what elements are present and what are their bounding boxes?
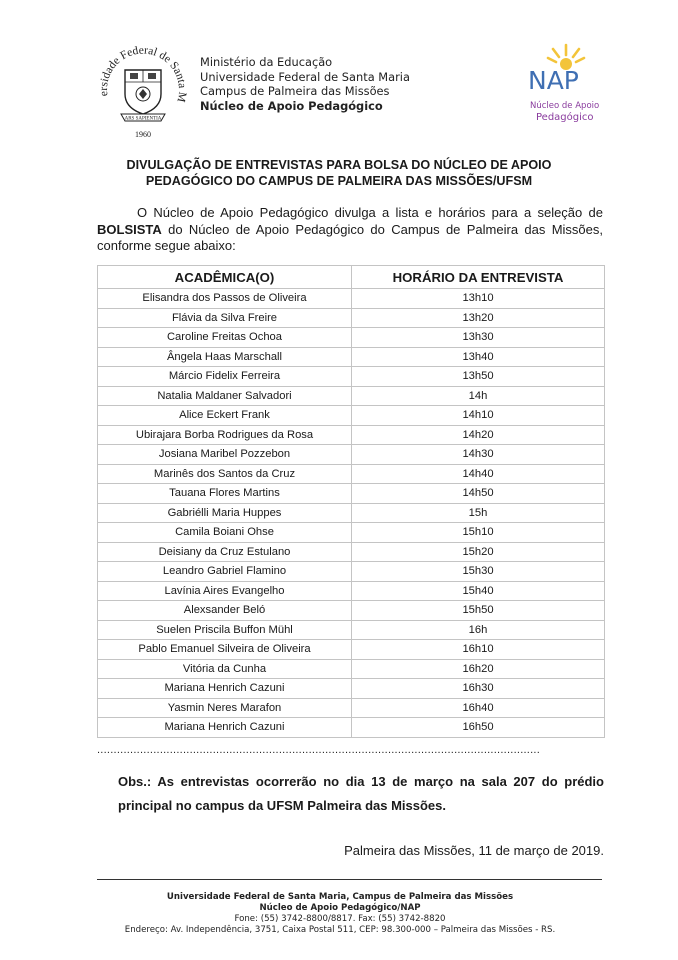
interview-time-cell: 13h20	[352, 308, 605, 328]
student-name-cell: Vitória da Cunha	[98, 659, 352, 679]
student-name-cell: Alexsander Beló	[98, 601, 352, 621]
student-name-cell: Camila Boiani Ohse	[98, 523, 352, 543]
nap-logo	[520, 42, 610, 128]
student-name-cell: Leandro Gabriel Flamino	[98, 562, 352, 582]
student-name-cell: Gabriélli Maria Huppes	[98, 503, 352, 523]
university-line: Universidade Federal de Santa Maria	[200, 69, 410, 84]
interview-time-cell: 14h10	[352, 406, 605, 426]
footer-address: Endereço: Av. Independência, 3751, Caixa Postal 511, CEP: 98.300-000 – Palmeira das Missões - RS.	[124, 925, 556, 935]
table-row	[98, 308, 605, 328]
unit-line: Núcleo de Apoio Pedagógico	[200, 98, 383, 113]
interview-time-cell: 15h40	[352, 581, 605, 601]
interview-time-cell: 16h10	[352, 640, 605, 660]
ministry-line: Ministério da Educação	[200, 55, 333, 69]
table-row	[98, 659, 605, 679]
student-name-cell: Ubirajara Borba Rodrigues da Rosa	[98, 425, 352, 445]
intro-text-part2: do Núcleo de Apoio Pedagógico do Campus de Palmeira das Missões, conforme segue abaixo:	[97, 221, 603, 253]
table-row	[98, 542, 605, 562]
table-row	[98, 620, 605, 640]
student-name-cell: Márcio Fidelix Ferreira	[98, 367, 352, 387]
interview-time-cell: 16h20	[352, 659, 605, 679]
table-row	[98, 367, 605, 387]
table-row	[98, 484, 605, 504]
table-row	[98, 425, 605, 445]
interview-time-cell: 15h20	[352, 542, 605, 562]
table-row	[98, 289, 605, 309]
student-name-cell: Mariana Henrich Cazuni	[98, 679, 352, 699]
ufsm-seal-logo	[95, 42, 191, 140]
intro-text-part1: O Núcleo de Apoio Pedagógico divulga a lista e horários para a seleção de	[137, 205, 603, 220]
interview-time-cell: 13h40	[352, 347, 605, 367]
intro-paragraph	[97, 205, 603, 255]
table-row	[98, 581, 605, 601]
interview-time-cell: 15h	[352, 503, 605, 523]
student-name-cell: Lavínia Aires Evangelho	[98, 581, 352, 601]
student-name-cell: Josiana Maribel Pozzebon	[98, 445, 352, 465]
seal-year: 1960	[135, 130, 151, 139]
student-name-cell: Flávia da Silva Freire	[98, 308, 352, 328]
table-row	[98, 601, 605, 621]
table-row	[98, 679, 605, 699]
interview-time-cell: 16h50	[352, 718, 605, 738]
nap-subtitle-line2: Pedagógico	[536, 112, 594, 123]
page-footer	[40, 892, 640, 936]
interview-time-cell: 13h30	[352, 328, 605, 348]
table-row	[98, 698, 605, 718]
student-name-cell: Caroline Freitas Ochoa	[98, 328, 352, 348]
dotted-separator: ......................................................................................................................................	[97, 744, 541, 756]
student-name-cell: Deisiany da Cruz Estulano	[98, 542, 352, 562]
student-name-cell: Yasmin Neres Marafon	[98, 698, 352, 718]
campus-line: Campus de Palmeira das Missões	[200, 84, 390, 98]
title-line-2: PEDAGÓGICO DO CAMPUS DE PALMEIRA DAS MISSÕES/UFSM	[145, 174, 533, 188]
nap-acronym: NAP	[528, 66, 579, 95]
table-row	[98, 406, 605, 426]
table-row	[98, 328, 605, 348]
table-row	[98, 718, 605, 738]
table-row	[98, 503, 605, 523]
table-body	[98, 289, 605, 738]
observation-note: Obs.: As entrevistas ocorrerão no dia 13 de março na sala 207 do prédio principal no campus da UFSM Palmeira das Missões.	[118, 774, 604, 813]
nap-subtitle-line1: Núcleo de Apoio	[530, 101, 600, 111]
document-title	[96, 157, 582, 189]
seal-ring-text: ersidade Federal de Santa M	[97, 44, 189, 104]
student-name-cell: Marinês dos Santos da Cruz	[98, 464, 352, 484]
table-row	[98, 562, 605, 582]
interview-time-cell: 14h30	[352, 445, 605, 465]
footer-institution: Universidade Federal de Santa Maria, Campus de Palmeira das Missões	[166, 892, 514, 902]
seal-motto: ARS SAPIENTIA	[124, 116, 162, 122]
date-line: Palmeira das Missões, 11 de março de 2019.	[344, 843, 604, 858]
interview-time-cell: 13h10	[352, 289, 605, 309]
institution-header	[200, 55, 410, 113]
interview-time-cell: 14h	[352, 386, 605, 406]
interview-time-cell: 13h50	[352, 367, 605, 387]
footer-phone: Fone: (55) 3742-8800/8817. Fax: (55) 3742-8820	[234, 914, 446, 924]
table-row	[98, 445, 605, 465]
table-row	[98, 386, 605, 406]
table-header-row	[98, 266, 605, 289]
table-row	[98, 640, 605, 660]
student-name-cell: Pablo Emanuel Silveira de Oliveira	[98, 640, 352, 660]
interview-time-cell: 14h20	[352, 425, 605, 445]
column-header-student: ACADÊMICA(O)	[98, 266, 352, 289]
student-name-cell: Ângela Haas Marschall	[98, 347, 352, 367]
intro-bold-bolsista: BOLSISTA	[97, 221, 162, 237]
interview-time-cell: 16h	[352, 620, 605, 640]
column-header-time: HORÁRIO DA ENTREVISTA	[352, 266, 605, 289]
interview-time-cell: 16h30	[352, 679, 605, 699]
footer-divider	[97, 879, 602, 880]
table-row	[98, 347, 605, 367]
interview-time-cell: 15h30	[352, 562, 605, 582]
interview-time-cell: 15h50	[352, 601, 605, 621]
student-name-cell: Mariana Henrich Cazuni	[98, 718, 352, 738]
student-name-cell: Tauana Flores Martins	[98, 484, 352, 504]
interview-schedule-table	[97, 265, 605, 738]
student-name-cell: Suelen Priscila Buffon Mühl	[98, 620, 352, 640]
interview-time-cell: 16h40	[352, 698, 605, 718]
title-line-1: DIVULGAÇÃO DE ENTREVISTAS PARA BOLSA DO NÚCLEO DE APOIO	[126, 158, 552, 172]
footer-unit: Núcleo de Apoio Pedagógico/NAP	[259, 903, 421, 913]
student-name-cell: Alice Eckert Frank	[98, 406, 352, 426]
student-name-cell: Natalia Maldaner Salvadori	[98, 386, 352, 406]
table-row	[98, 464, 605, 484]
ufsm-seal-emblem	[95, 42, 191, 132]
interview-time-cell: 15h10	[352, 523, 605, 543]
student-name-cell: Elisandra dos Passos de Oliveira	[98, 289, 352, 309]
table-row	[98, 523, 605, 543]
interview-time-cell: 14h40	[352, 464, 605, 484]
interview-time-cell: 14h50	[352, 484, 605, 504]
